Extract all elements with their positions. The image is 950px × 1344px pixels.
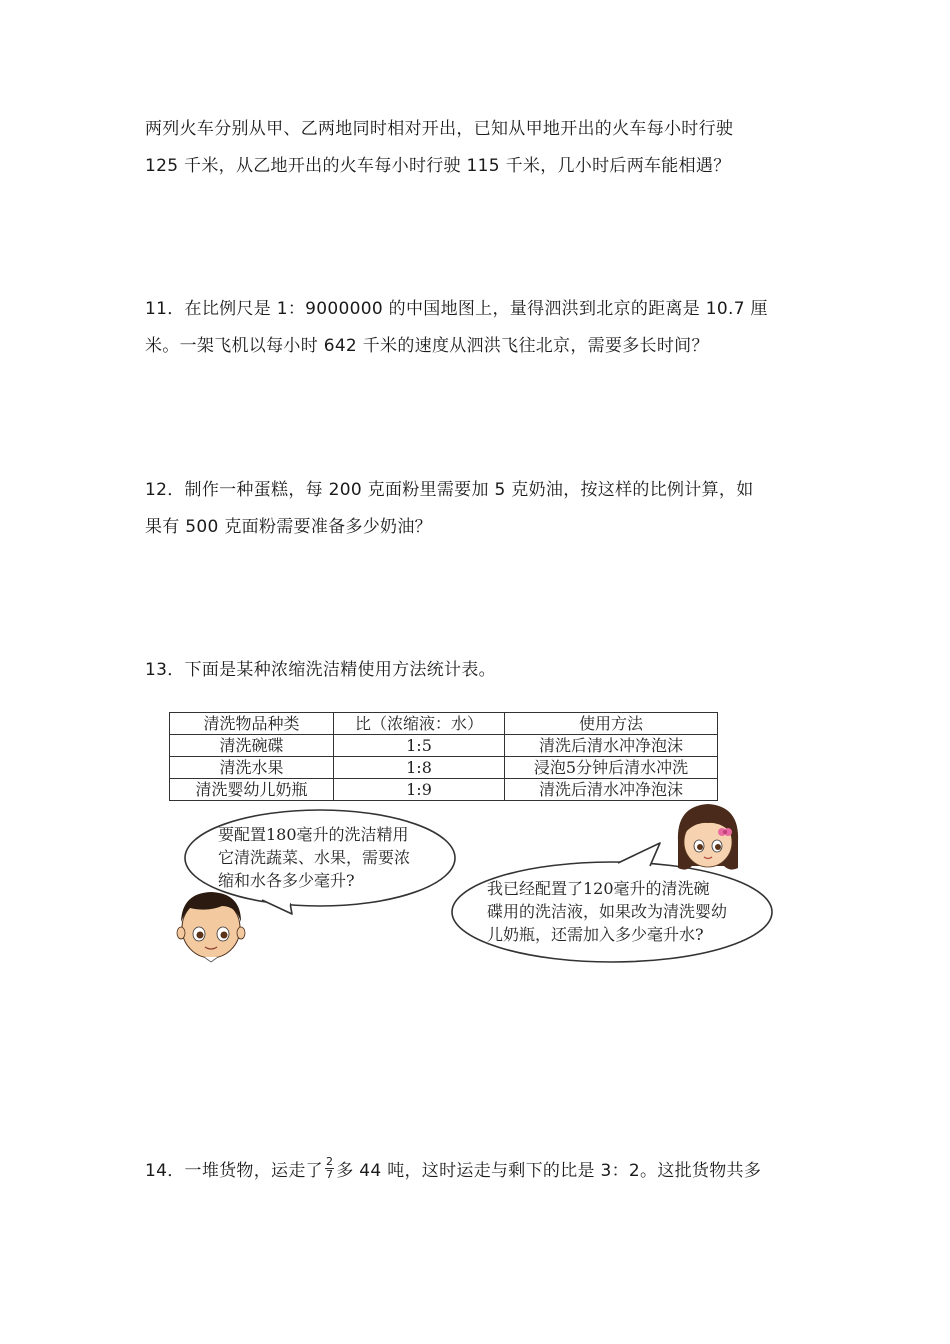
question-10-line-2: 125 千米，从乙地开出的火车每小时行驶 115 千米，几小时后两车能相遇？ [145,156,731,176]
table-header-cell: 使用方法 [505,713,718,735]
question-14-line-1 [145,1153,810,1190]
table-cell: 清洗水果 [170,757,334,779]
girl-speech-line: 碟用的洗洁液，如果改为清洗婴幼 [487,902,728,921]
table-cell: 清洗后清水冲净泡沫 [505,779,718,801]
boy-speech-line: 要配置180毫升的洗洁精用 [218,825,409,844]
table-cell: 1:5 [334,735,505,757]
girl-speech-line: 我已经配置了120毫升的清洗碗 [487,879,710,898]
boy-avatar [177,892,245,962]
girl-avatar [678,804,738,870]
table-cell: 浸泡5分钟后清水冲洗 [505,757,718,779]
table-cell: 1:8 [334,757,505,779]
boy-speech-line: 它清洗蔬菜、水果，需要浓 [218,848,411,867]
table-header-cell: 清洗物品种类 [170,713,334,735]
girl-speech-line: 儿奶瓶，还需加入多少毫升水? [487,925,704,944]
question-12-line-1: 12．制作一种蛋糕，每 200 克面粉里需要加 5 克奶油，按这样的比例计算，如 [145,480,754,500]
boy-speech-text [218,823,410,892]
table-cell: 清洗碗碟 [170,735,334,757]
table-cell: 清洗婴幼儿奶瓶 [170,779,334,801]
question-11-line-2: 米。一架飞机以每小时 642 千米的速度从泗洪飞往北京，需要多长时间？ [145,336,709,356]
question-10-line-1: 两列火车分别从甲、乙两地同时相对开出，已知从甲地开出的火车每小时行驶 [145,119,734,139]
question-13-line-1: 13．下面是某种浓缩洗洁精使用方法统计表。 [145,660,496,680]
table-cell: 1:9 [334,779,505,801]
table-cell: 清洗后清水冲净泡沫 [505,735,718,757]
question-14 [145,1153,810,1190]
fraction-denominator: 7 [325,1167,334,1181]
girl-speech-text [487,877,727,946]
question-14-prefix: 14．一堆货物，运走了 [145,1161,323,1181]
question-11-line-1: 11．在比例尺是 1：9000000 的中国地图上，量得泗洪到北京的距离是 10.7 厘 [145,299,768,319]
question-14-suffix: 多 44 吨，这时运走与剩下的比是 3：2。这批货物共多 [336,1161,762,1181]
boy-speech-line: 缩和水各多少毫升? [218,871,355,890]
fraction-numerator: 2 [325,1154,334,1168]
fraction [325,1156,334,1181]
table-header-cell: 比（浓缩液：水） [334,713,505,735]
question-12-line-2: 果有 500 克面粉需要准备多少奶油？ [145,517,432,537]
